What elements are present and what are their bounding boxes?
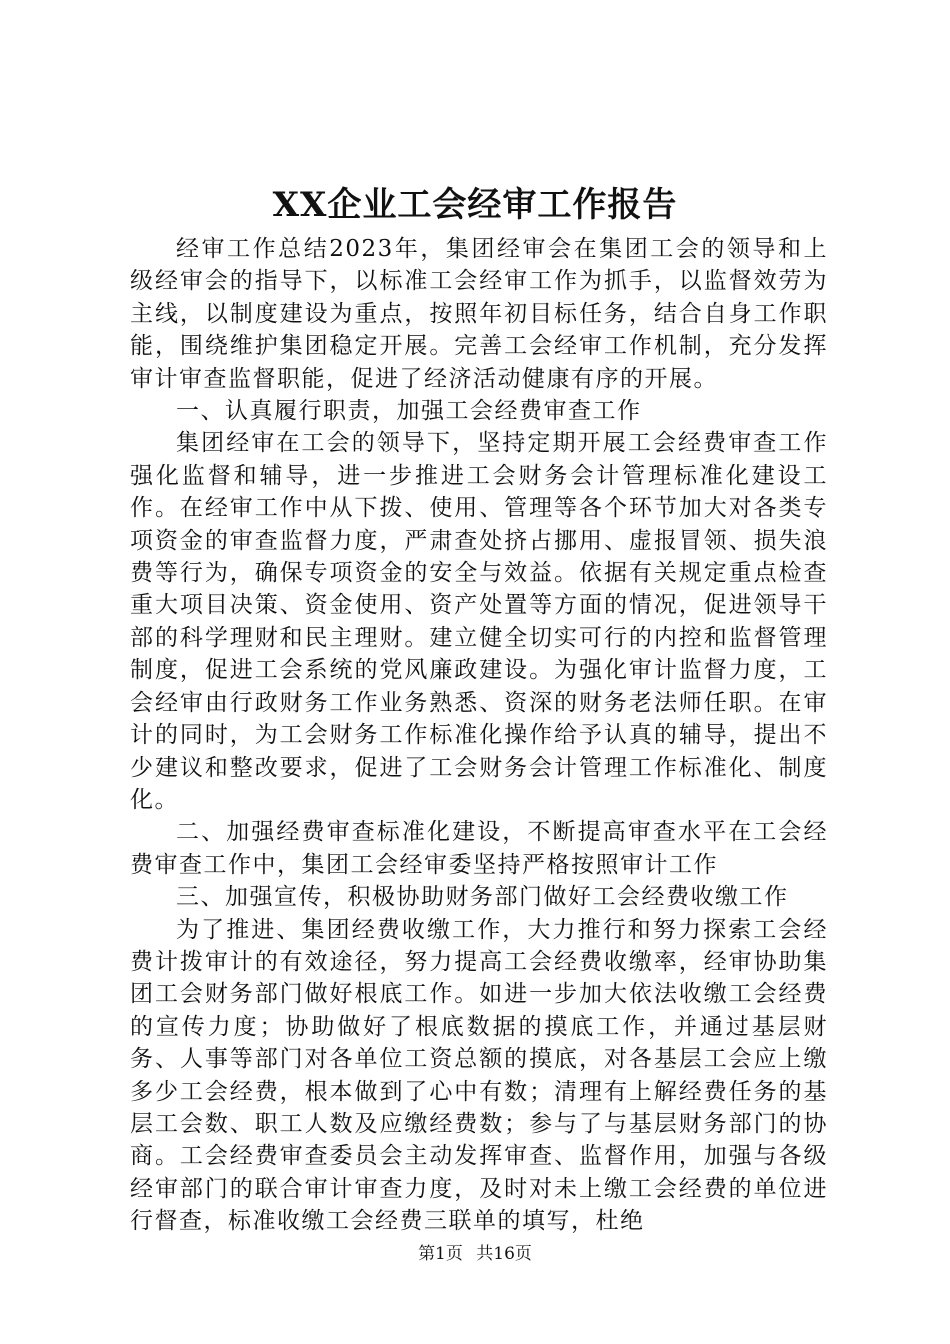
paragraph-intro: 经审工作总结2023年，集团经审会在集团工会的领导和上级经审会的指导下，以标准工会经审工作为抓手，以监督效劳为主线，以制度建设为重点，按照年初目标任务，结合自身工作职能，围绕维护集团稳定开展。完善工会经审工作机制，充分发挥审计审查监督职能，促进了经济活动健康有序的开展。 [130,236,828,392]
section-heading-1: 一、认真履行职责，加强工会经费审查工作 [176,398,642,425]
paragraph-section-3: 为了推进、集团经费收缴工作，大力推行和努力探索工会经费计拨审计的有效途径，努力提高工会经费收缴率，经审协助集团工会财务部门做好根底工作。如进一步加大依法收缴工会经费的宣传力度；协助做好了根底数据的摸底工作，并通过基层财务、人事等部门对各单位工资总额的摸底，对各基层工会应上缴多少工会经费，根本做到了心中有数；清理有上解经费任务的基层工会数、职工人数及应缴经费数；参与了与基层财务部门的协商。工会经费审查委员会主动发挥审查、监督作用，加强与各级经审部门的联合审计审查力度，及时对未上缴工会经费的单位进行督查，标准收缴工会经费三联单的填写，杜绝 [130,916,828,1235]
document-title: XX企业工会经审工作报告 [272,185,678,225]
section-heading-3: 三、加强宣传，积极协助财务部门做好工会经费收缴工作 [176,884,789,911]
page-footer [0,1242,950,1266]
page-total: 共16页 [476,1244,532,1264]
paragraph-section-2: 二、加强经费审查标准化建设，不断提高审查水平在工会经费审查工作中，集团工会经审委坚持严格按照审计工作 [130,819,828,878]
paragraph-section-1: 集团经审在工会的领导下，坚持定期开展工会经费审查工作强化监督和辅导，进一步推进工会财务会计管理标准化建设工作。在经审工作中从下拨、使用、管理等各个环节加大对各类专项资金的审查监督力度，严肃查处挤占挪用、虚报冒领、损失浪费等行为，确保专项资金的安全与效益。依据有关规定重点检查重大项目决策、资金使用、资产处置等方面的情况，促进领导干部的科学理财和民主理财。建立健全切实可行的内控和监督管理制度，促进工会系统的党风廉政建设。为强化审计监督力度，工会经审由行政财务工作业务熟悉、资深的财务老法师任职。在审计的同时，为工会财务工作标准化操作给予认真的辅导，提出不少建议和整改要求，促进了工会财务会计管理工作标准化、制度化。 [130,430,828,813]
page-number: 第1页 [418,1244,463,1264]
document-body [130,233,828,1238]
